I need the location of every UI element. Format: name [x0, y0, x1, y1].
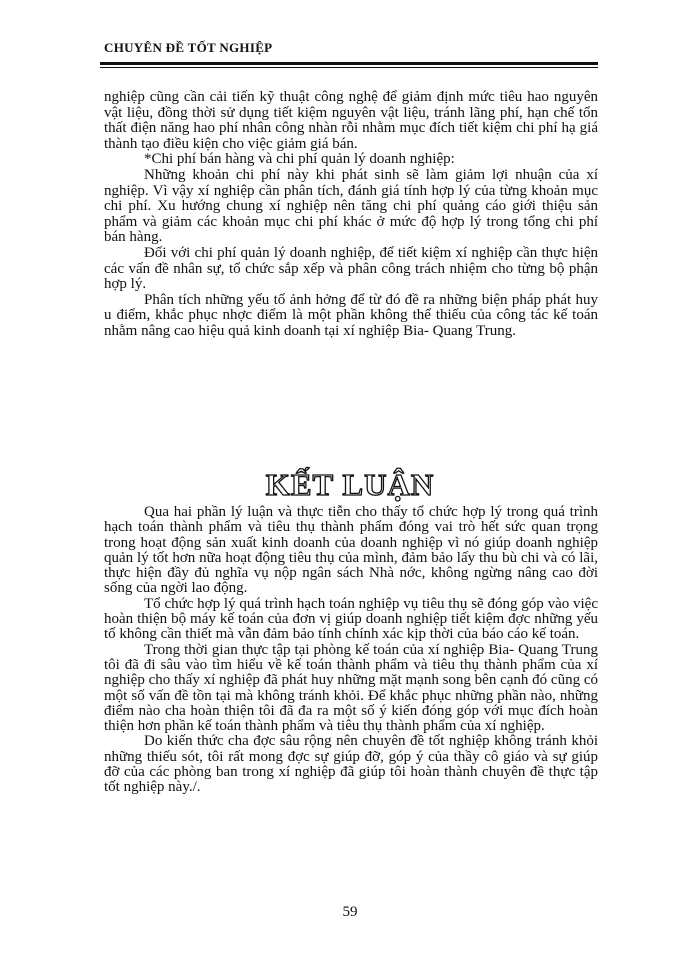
paragraph: nghiệp cũng cần cải tiến kỹ thuật công nghệ để giảm định mức tiêu hao nguyên vật liệu, đồng thời sử dụng tiết kiệm nguyên vật liệu, tránh lãng phí, hạn chế tổn thất điện năng hao phí nhân công nhàn rỗi nhằm mục đích tiết kiệm chi phí hạ giá thành tạo điều kiện cho việc giảm giá bán.: [104, 89, 598, 152]
header-rule-thin: [100, 67, 598, 68]
page-number: 59: [342, 904, 358, 920]
conclusion-heading: KẾT LUẬN: [265, 467, 435, 502]
conclusion-body: [104, 505, 598, 796]
paragraph: Do kiến thức cha đợc sâu rộng nên chuyên đề tốt nghiệp không tránh khỏi những thiếu sót, tôi rất mong đợc sự giúp đỡ, góp ý của thầy cô giáo và sự giúp đỡ của các phòng ban trong xí nghiệp đã giúp tôi hoàn thành chuyên đề thực tập tốt nghiệp này./.: [104, 733, 598, 796]
paragraph: Những khoản chi phí này khi phát sinh sẽ làm giảm lợi nhuận của xí nghiệp. Vì vậy xí nghiệp cần phân tích, đánh giá tính hợp lý của từng khoản mục chi phí. Xu hướng chung xí nghiệp nên tăng chi phí quảng cáo giới thiệu sản phẩm và giảm các khoản mục chi phí khác ở mức độ hợp lý trong tổng chi phí bán hàng.: [104, 166, 598, 246]
body-section-top: [104, 90, 598, 340]
paragraph: Qua hai phần lý luận và thực tiễn cho thấy tổ chức hợp lý trong quá trình hạch toán thành phẩm và tiêu thụ thành phẩm đóng vai trò hết sức quan trọng trong hoạt động sản xuất kinh doanh của doanh nghiệp vì nó giúp doanh nghiệp quản lý tốt hơn nữa hoạt động tiêu thụ của mình, đảm bảo lấy thu bù chi và có lãi, thực hiện đầy đủ nghĩa vụ nộp ngân sách Nhà nớc, không ngừng nâng cao đời sống của ngời lao động.: [104, 504, 598, 597]
paragraph: Tổ chức hợp lý quá trình hạch toán nghiệp vụ tiêu thụ sẽ đóng góp vào việc hoàn thiện bộ máy kế toán của đơn vị giúp doanh nghiệp tiết kiệm đợc những yếu tố không cần thiết mà vẫn đảm bảo tính chính xác kịp thời của báo cáo kế toán.: [104, 595, 598, 643]
paragraph: Trong thời gian thực tập tại phòng kế toán của xí nghiệp Bia- Quang Trung tôi đã đi sâu vào tìm hiểu về kế toán thành phẩm và tiêu thụ thành phẩm của xí nghiệp cho thấy xí nghiệp đã phát huy những mặt mạnh song bên cạnh đó cũng có một số vấn đề tồn tại mà không tránh khỏi. Để khắc phục những phần nào, những điểm nào cha hoàn thiện tôi đã đa ra một số ý kiến đóng góp với mục đích hoàn thiện hơn phần kế toán thành phẩm và tiêu thụ thành phẩm của xí nghiệp.: [104, 641, 598, 735]
running-header-title: CHUYÊN ĐỀ TỐT NGHIỆP: [104, 40, 273, 55]
header-rule-thick: [100, 62, 598, 65]
subheading: *Chi phí bán hàng và chi phí quản lý doanh nghiệp:: [144, 151, 455, 168]
paragraph: Đối với chi phí quản lý doanh nghiệp, để tiết kiệm xí nghiệp cần thực hiện các vấn đề nhân sự, tổ chức sắp xếp và phân công trách nhiệm cho từng bộ phận hợp lý.: [104, 244, 598, 293]
paragraph: Phân tích những yếu tố ảnh hởng để từ đó đề ra những biện pháp phát huy u điểm, khắc phục nhợc điểm là một phần không thể thiếu của công tác kế toán nhằm nâng cao hiệu quả kinh doanh tại xí nghiệp Bia- Quang Trung.: [104, 291, 598, 339]
